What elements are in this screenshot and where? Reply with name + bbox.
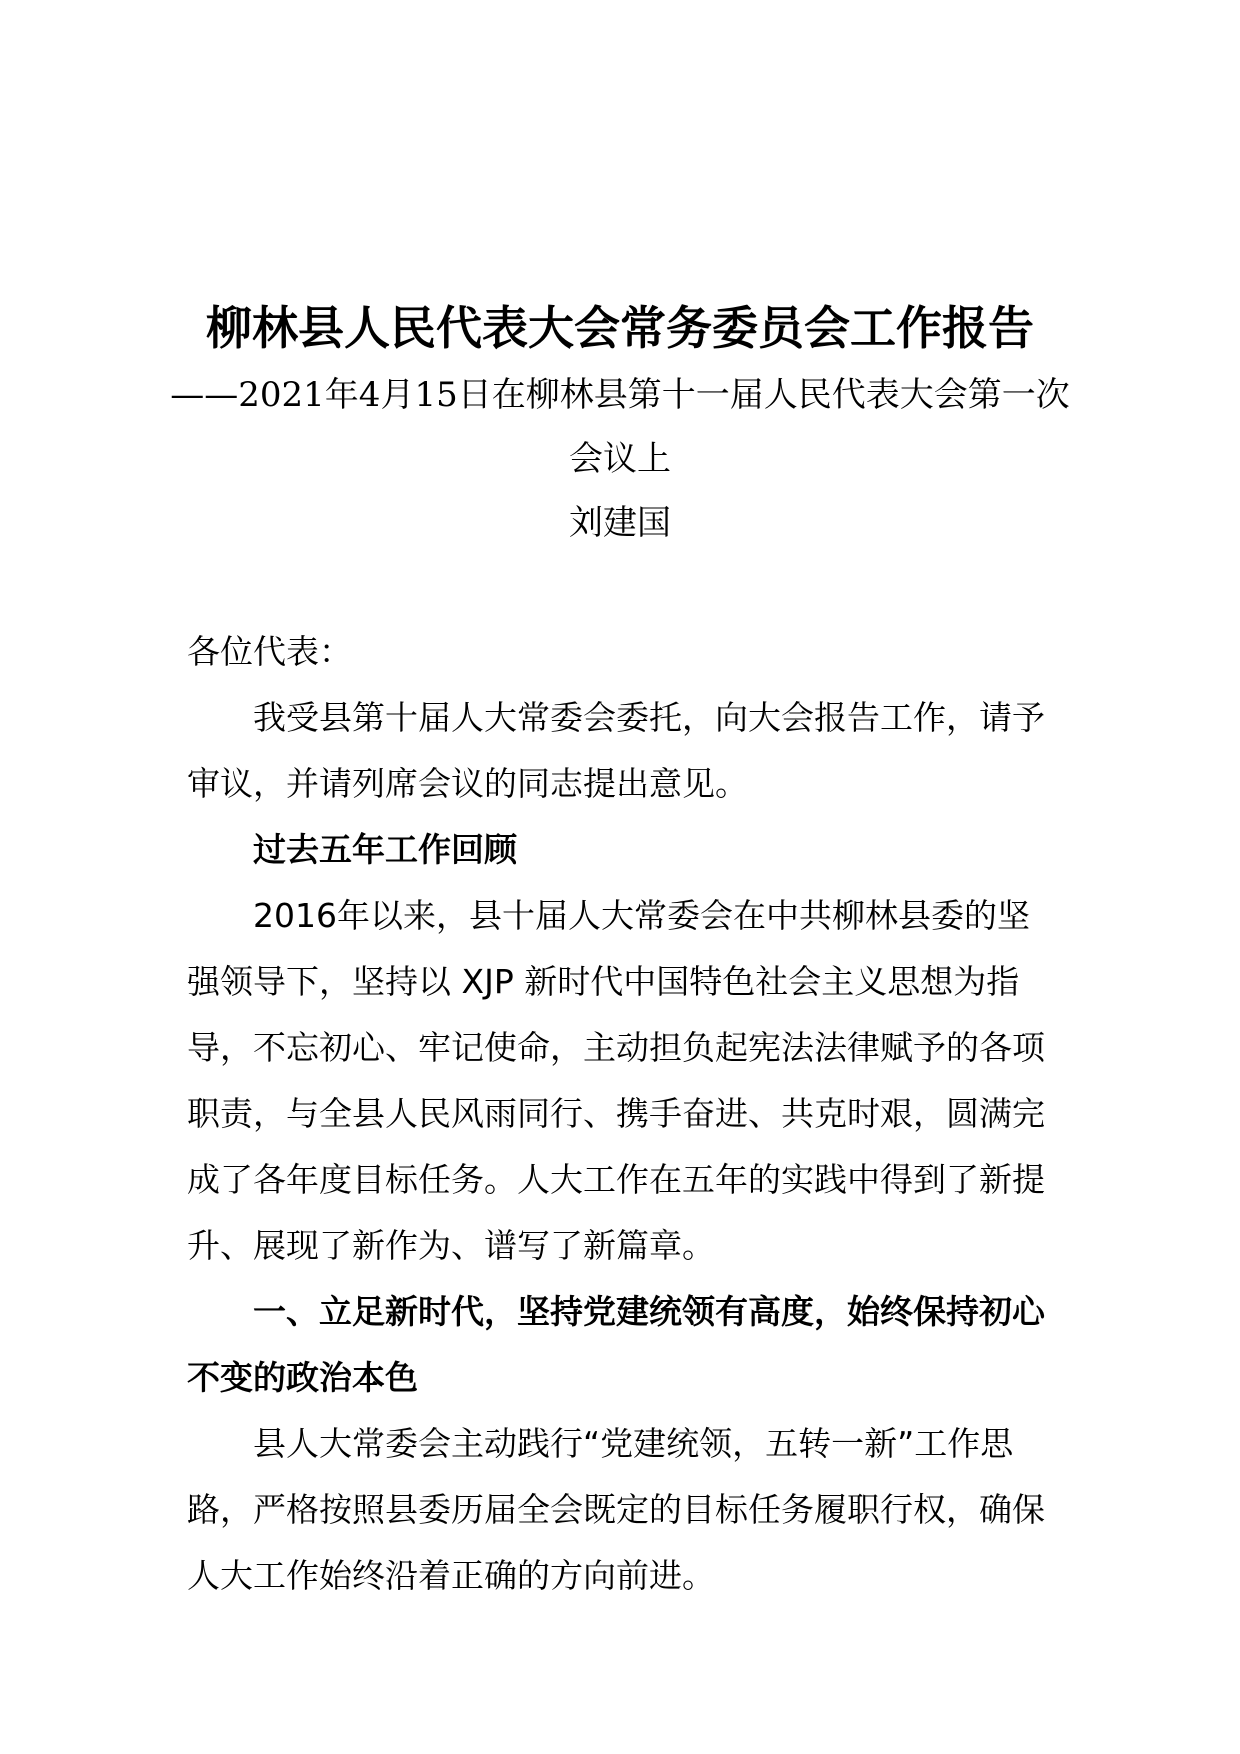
- report-subtitle-line-1: ——2021年4月15日在柳林县第十一届人民代表大会第一次: [170, 375, 1070, 415]
- paragraph-party-building: 县人大常委会主动践行“党建统领，五转一新”工作思路，严格按照县委历届全会既定的目标任务履职行权，确保人大工作始终沿着正确的方向前进。: [187, 1424, 1045, 1595]
- report-title: 柳林县人民代表大会常务委员会工作报告: [206, 301, 1034, 355]
- section-heading-review: 过去五年工作回顾: [253, 830, 517, 869]
- report-author: 刘建国: [569, 503, 671, 543]
- paragraph-review: 2016年以来，县十届人大常委会在中共柳林县委的坚强领导下，坚持以 XJP 新时代中国特色社会主义思想为指导，不忘初心、牢记使命，主动担负起宪法法律赋予的各项职责，与全县人民风雨同行、携手奋进、共克时艰，圆满完成了各年度目标任务。人大工作在五年的实践中得到了新提升、展现了新作为、谱写了新篇章。: [187, 896, 1045, 1265]
- paragraph-intro: 我受县第十届人大常委会委托，向大会报告工作，请予审议，并请列席会议的同志提出意见。: [187, 698, 1045, 803]
- section-heading-one: 一、立足新时代，坚持党建统领有高度，始终保持初心不变的政治本色: [187, 1292, 1045, 1397]
- greeting: 各位代表：: [187, 632, 352, 671]
- report-subtitle-line-2: 会议上: [569, 439, 671, 479]
